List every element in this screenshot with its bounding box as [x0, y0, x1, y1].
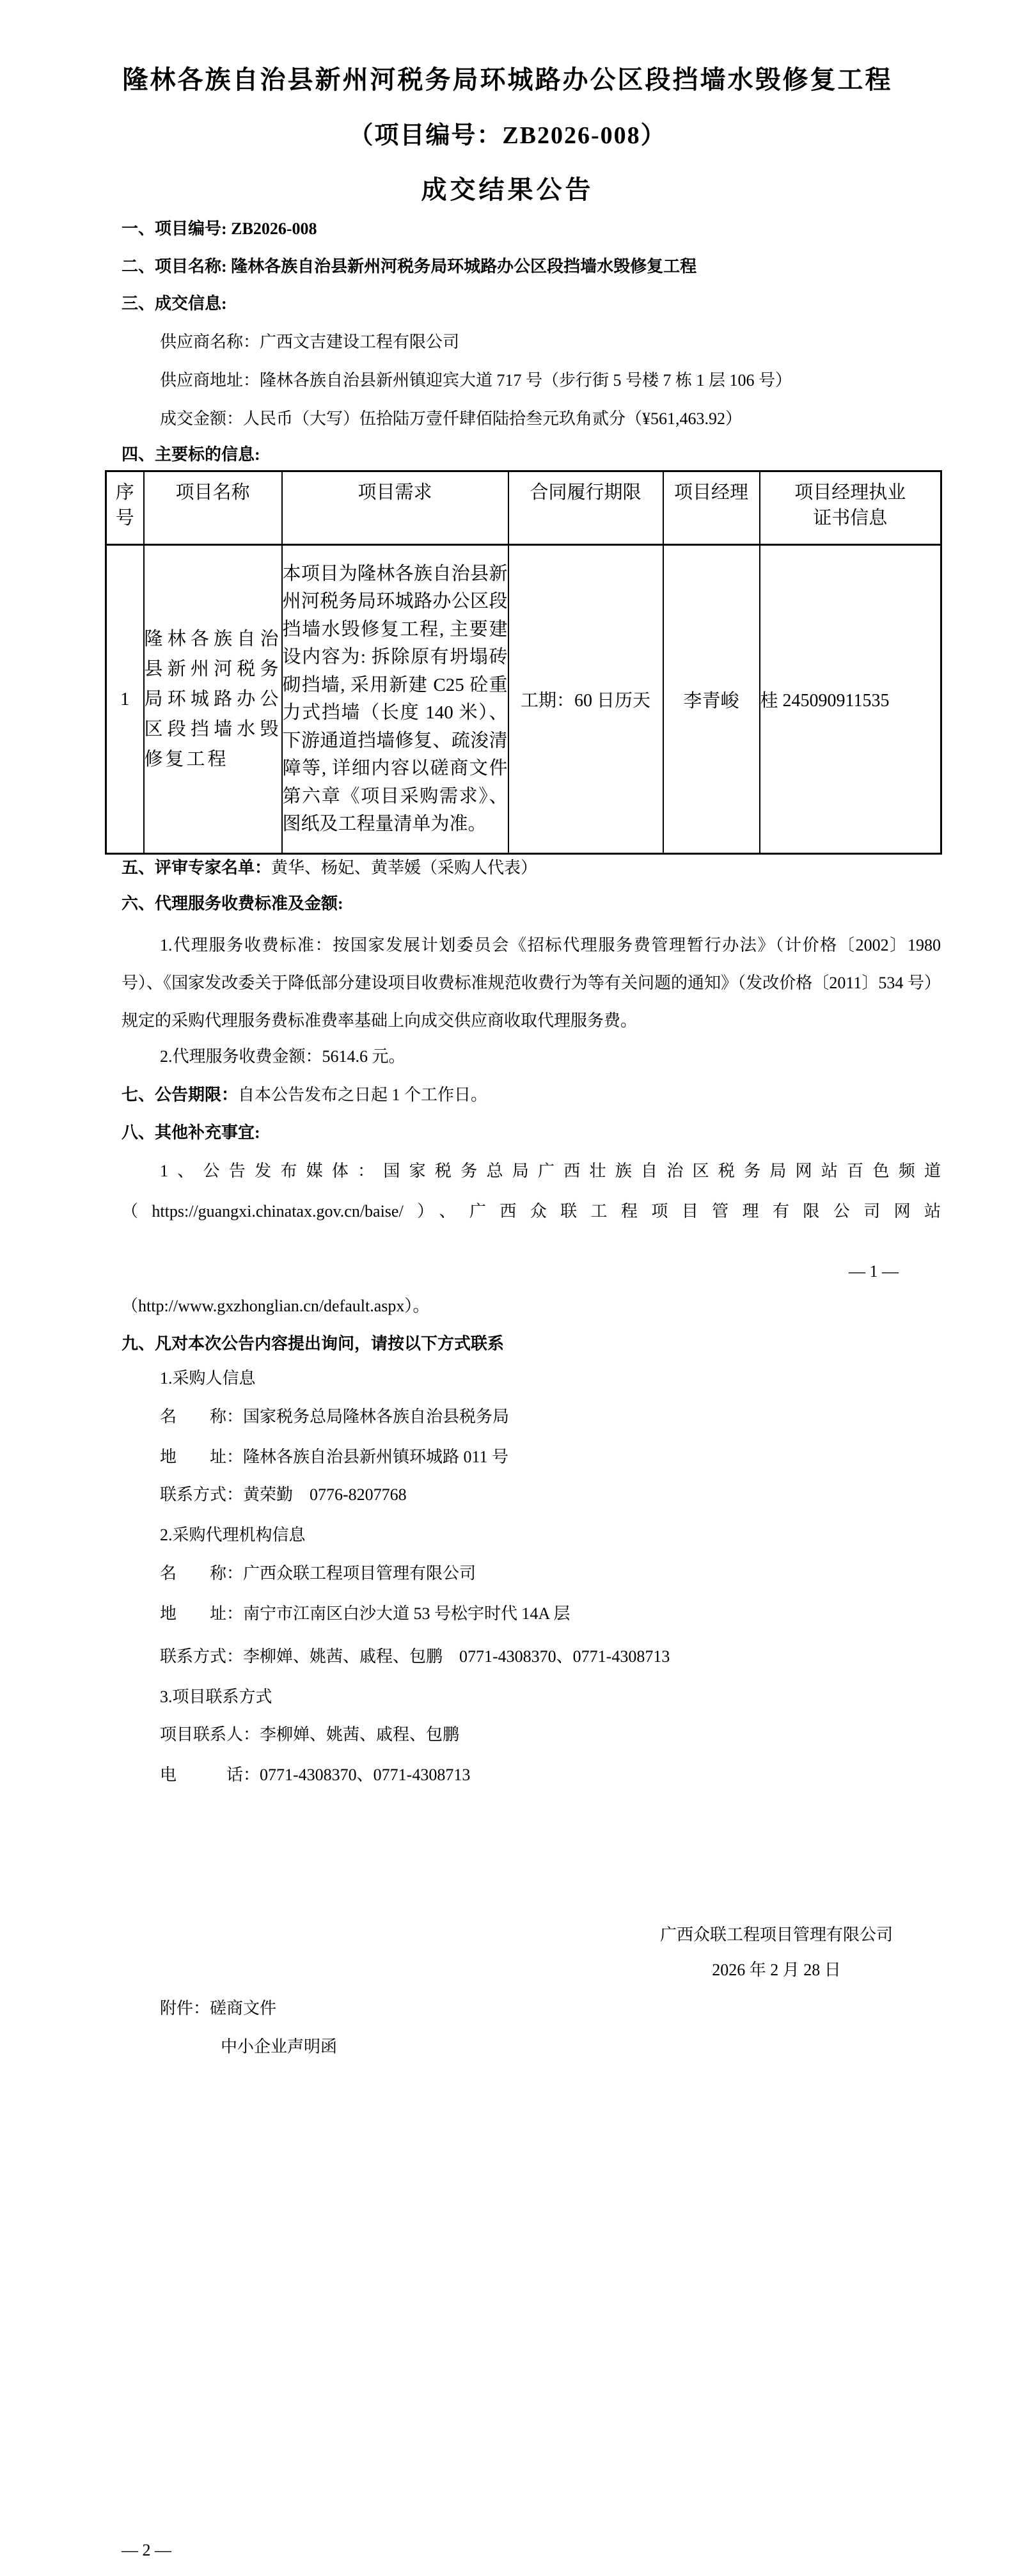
col-header-requirement-label: 项目需求	[358, 482, 432, 503]
section-5-experts	[122, 856, 537, 880]
page-number-1: — 1 —	[849, 1262, 899, 1281]
project-contact-heading: 3.项目联系方式	[160, 1687, 272, 1706]
col-header-seq	[106, 471, 144, 545]
section-1-project-number: 一、项目编号: ZB2026-008	[122, 219, 317, 238]
col-header-certificate-label: 项目经理执业证书信息	[794, 482, 906, 528]
col-header-duration-label: 合同履行期限	[530, 482, 641, 503]
col-header-manager	[663, 471, 760, 545]
cell-requirement: 本项目为隆林各族自治县新州河税务局环城路办公区段挡墙水毁修复工程, 主要建设内容为: 拆除原有坍塌砖砌挡墙, 采用新建 C25 砼重力式挡墙（长度 140 米）、下游通道挡墙修复、疏浚清障等, 详细内容以磋商文件第六章《项目采购需求》、图纸及工程量清单为准。	[282, 545, 508, 854]
cell-certificate: 桂 245090911535	[760, 545, 941, 854]
section-5-label: 五、评审专家名单：	[122, 858, 272, 877]
section-6-heading: 六、代理服务收费标准及金额:	[122, 894, 343, 913]
agency-contact: 联系方式：李柳婵、姚茜、戚程、包鹏 0771-4308370、0771-4308713	[160, 1647, 670, 1666]
media-line-2: （https://guangxi.chinatax.gov.cn/baise/）、广西众联工程项目管理有限公司网站	[122, 1202, 941, 1221]
page-number-2: — 2 —	[122, 2541, 171, 2559]
section-7-announcement-period	[122, 1083, 487, 1107]
cell-manager: 李青峻	[663, 545, 760, 854]
buyer-info-heading: 1.采购人信息	[160, 1369, 256, 1387]
project-phone: 电 话：0771-4308370、0771-4308713	[160, 1766, 471, 1784]
signature-date: 2026 年 2 月 28 日	[712, 1961, 841, 1979]
col-header-certificate	[760, 471, 941, 545]
col-header-duration	[508, 471, 663, 545]
section-7-value: 自本公告发布之日起 1 个工作日。	[238, 1086, 488, 1104]
document-title-announcement-type: 成交结果公告	[421, 175, 594, 204]
subject-matter-table	[105, 470, 942, 855]
section-9-heading: 九、凡对本次公告内容提出询问，请按以下方式联系	[122, 1334, 505, 1353]
table-header-row	[106, 471, 941, 545]
attachment-label: 附件：磋商文件	[160, 1999, 277, 2018]
col-header-requirement	[282, 471, 508, 545]
project-contacts: 项目联系人：李柳婵、姚茜、戚程、包鹏	[160, 1725, 460, 1744]
col-header-project-name-label: 项目名称	[175, 482, 250, 503]
agency-fee-amount: 2.代理服务收费金额：5614.6 元。	[160, 1047, 405, 1066]
section-8-heading: 八、其他补充事宜:	[122, 1123, 260, 1142]
col-header-manager-label: 项目经理	[673, 482, 748, 503]
cell-duration: 工期：60 日历天	[508, 545, 663, 854]
agency-name: 名 称：广西众联工程项目管理有限公司	[160, 1564, 476, 1583]
section-3-heading: 三、成交信息:	[122, 294, 227, 313]
section-5-value: 黄华、杨妃、黄莘媛（采购人代表）	[271, 858, 538, 877]
section-4-heading: 四、主要标的信息:	[122, 445, 260, 464]
section-2-project-name: 二、项目名称: 隆林各族自治县新州河税务局环城路办公区段挡墙水毁修复工程	[122, 257, 697, 276]
media-line-3: （http://www.gxzhonglian.cn/default.aspx）。	[122, 1297, 430, 1315]
table-row	[106, 545, 941, 854]
buyer-name: 名 称：国家税务总局隆林各族自治县税务局	[160, 1407, 510, 1426]
agency-fee-standard-paragraph: 1.代理服务收费标准：按国家发展计划委员会《招标代理服务费管理暂行办法》（计价格〔2002〕1980 号）、《国家发改委关于降低部分建设项目收费标准规范收费行为等有关问题的通知》（发改价格〔2011〕534 号）规定的采购代理服务费标准费率基础上向成交供应商收取代理服务费。	[122, 936, 941, 1030]
signature-company: 广西众联工程项目管理有限公司	[659, 1925, 893, 1944]
attachment-2: 中小企业声明函	[221, 2037, 338, 2056]
buyer-contact: 联系方式：黄荣勤 0776-8207768	[160, 1485, 407, 1504]
signature-block	[645, 1923, 908, 1982]
col-header-seq-label: 序号	[115, 482, 134, 528]
cell-project-name: 隆林各族自治县新州河税务局环城路办公区段挡墙水毁修复工程	[144, 545, 282, 854]
supplier-address: 供应商地址：隆林各族自治县新州镇迎宾大道 717 号（步行街 5 号楼 7 栋 1 层 106 号）	[160, 371, 792, 390]
document-title-project-number: （项目编号：ZB2026-008）	[349, 122, 666, 149]
supplier-name: 供应商名称：广西文吉建设工程有限公司	[160, 333, 460, 351]
deal-amount: 成交金额：人民币（大写）伍拾陆万壹仟肆佰陆拾叁元玖角贰分（¥561,463.92）	[160, 409, 743, 428]
media-line-1: 1、公告发布媒体：国家税务总局广西壮族自治区税务局网站百色频道	[160, 1162, 941, 1180]
section-7-label: 七、公告期限：	[122, 1086, 239, 1104]
document-title-line1: 隆林各族自治县新州河税务局环城路办公区段挡墙水毁修复工程	[122, 65, 893, 94]
cell-seq: 1	[106, 545, 144, 854]
col-header-project-name	[144, 471, 282, 545]
agency-info-heading: 2.采购代理机构信息	[160, 1526, 306, 1544]
buyer-address: 地 址：隆林各族自治县新州镇环城路 011 号	[160, 1448, 509, 1466]
agency-address: 地 址：南宁市江南区白沙大道 53 号松宇时代 14A 层	[160, 1604, 570, 1623]
